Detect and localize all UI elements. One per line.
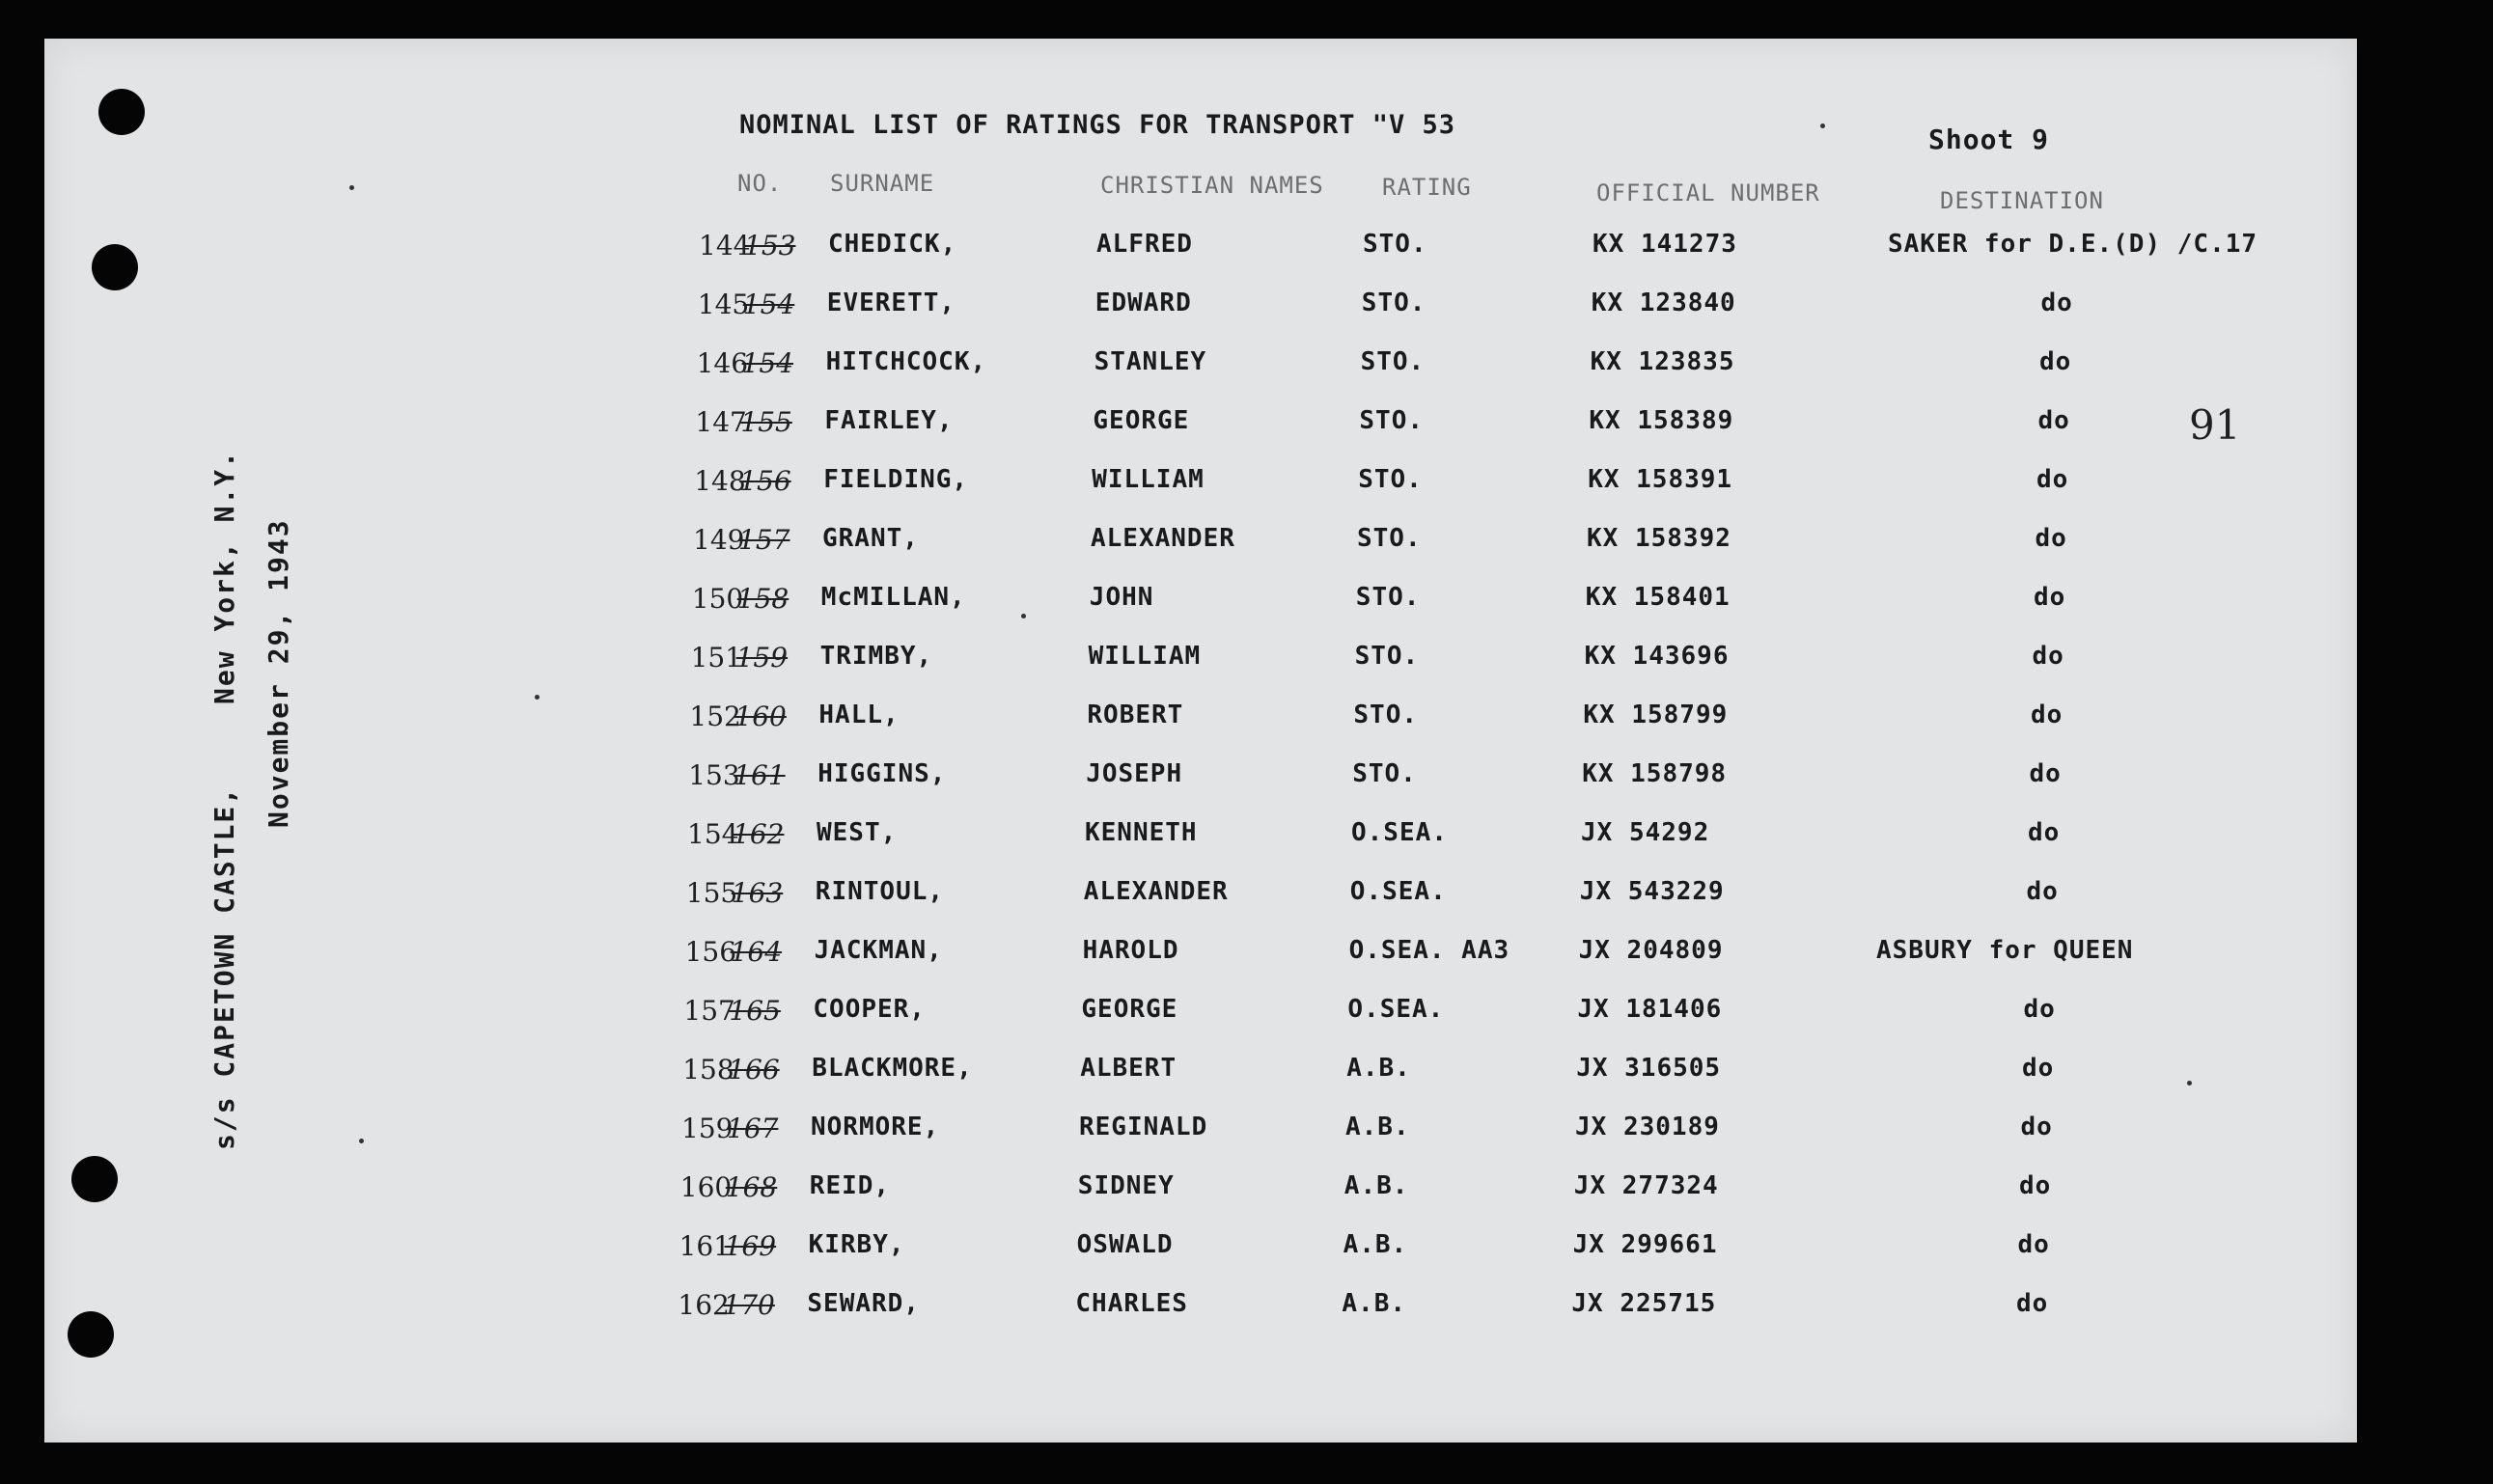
header-official-number: OFFICIAL NUMBER bbox=[1596, 179, 1820, 206]
handwritten-number: 144 bbox=[699, 230, 751, 261]
handwritten-number: 160 bbox=[679, 1171, 733, 1203]
surname-cell: SEWARD, bbox=[807, 1289, 920, 1318]
destination-cell: do bbox=[2028, 818, 2061, 847]
header-destination: DESTINATION bbox=[1940, 187, 2104, 214]
destination-cell: do bbox=[2037, 406, 2070, 435]
destination-cell: do bbox=[2035, 524, 2067, 553]
destination-cell: do bbox=[2019, 1171, 2052, 1200]
destination-cell: do bbox=[2039, 347, 2072, 376]
surname-cell: HITCHCOCK, bbox=[825, 347, 987, 376]
row-number: 168 bbox=[725, 1171, 778, 1203]
rating-cell: STO. bbox=[1360, 347, 1426, 376]
rating-cell: A.B. bbox=[1343, 1230, 1408, 1259]
row-number: 164 bbox=[730, 936, 783, 968]
official-number-cell: JX 181406 bbox=[1577, 995, 1723, 1024]
handwritten-number: 152 bbox=[689, 701, 741, 732]
official-number-cell: KX 158391 bbox=[1588, 465, 1733, 494]
rating-cell: STO. bbox=[1354, 642, 1420, 671]
header-no: NO. bbox=[737, 170, 783, 197]
punch-hole bbox=[98, 89, 145, 135]
surname-cell: EVERETT, bbox=[826, 289, 956, 317]
table-row bbox=[44, 1230, 2361, 1269]
table-row bbox=[44, 1054, 2361, 1092]
header-rating: RATING bbox=[1382, 174, 1472, 201]
surname-cell: McMILLAN, bbox=[820, 583, 966, 612]
christian-name-cell: STANLEY bbox=[1094, 347, 1207, 376]
official-number-cell: JX 277324 bbox=[1573, 1171, 1719, 1200]
official-number-cell: KX 158389 bbox=[1589, 406, 1734, 435]
official-number-cell: KX 158392 bbox=[1587, 524, 1731, 553]
row-number: 162 bbox=[733, 818, 785, 850]
handwritten-number: 149 bbox=[693, 524, 745, 556]
handwritten-number: 157 bbox=[683, 995, 735, 1027]
destination-cell: do bbox=[2017, 1230, 2050, 1259]
row-number: 169 bbox=[724, 1230, 777, 1262]
official-number-cell: KX 141273 bbox=[1593, 230, 1737, 259]
row-number: 170 bbox=[723, 1289, 775, 1321]
row-number: 166 bbox=[728, 1054, 780, 1086]
christian-name-cell: OSWALD bbox=[1076, 1230, 1174, 1259]
list-date: November 29, 1943 bbox=[263, 518, 294, 828]
rating-cell: A.B. bbox=[1342, 1289, 1407, 1318]
table-row bbox=[44, 1289, 2361, 1328]
christian-name-cell: WILLIAM bbox=[1088, 642, 1202, 671]
rating-cell: STO. bbox=[1358, 465, 1423, 494]
rating-cell: O.SEA. bbox=[1349, 877, 1447, 906]
christian-name-cell: KENNETH bbox=[1085, 818, 1198, 847]
official-number-cell: JX 204809 bbox=[1578, 936, 1724, 965]
handwritten-number: 155 bbox=[685, 877, 738, 909]
destination-cell: do bbox=[2034, 583, 2066, 612]
surname-cell: FAIRLEY, bbox=[824, 406, 954, 435]
destination-cell: SAKER for D.E.(D) /C.17 bbox=[1888, 230, 2258, 259]
row-number: 155 bbox=[740, 406, 792, 438]
destination-cell: do bbox=[2023, 995, 2056, 1024]
christian-name-cell: HAROLD bbox=[1082, 936, 1179, 965]
document-title: NOMINAL LIST OF RATINGS FOR TRANSPORT "V 53 bbox=[739, 110, 1455, 140]
handwritten-number: 147 bbox=[695, 406, 747, 438]
christian-name-cell: ALEXANDER bbox=[1091, 524, 1235, 553]
rating-cell: A.B. bbox=[1345, 1113, 1410, 1141]
speck bbox=[349, 185, 354, 190]
destination-cell: do bbox=[2040, 289, 2073, 317]
table-row bbox=[44, 759, 2361, 798]
surname-cell: WEST, bbox=[817, 818, 898, 847]
christian-name-cell: REGINALD bbox=[1079, 1113, 1208, 1141]
rating-cell: STO. bbox=[1359, 406, 1425, 435]
surname-cell: GRANT, bbox=[822, 524, 919, 553]
official-number-cell: JX 299661 bbox=[1572, 1230, 1718, 1259]
port-name: New York, N.Y. bbox=[208, 449, 240, 704]
surname-cell: JACKMAN, bbox=[814, 936, 943, 965]
table-row bbox=[44, 347, 2361, 386]
rating-cell: STO. bbox=[1357, 524, 1422, 553]
table-row bbox=[44, 406, 2361, 445]
christian-name-cell: JOSEPH bbox=[1086, 759, 1183, 788]
row-number: 157 bbox=[738, 524, 790, 556]
handwritten-number: 162 bbox=[678, 1289, 730, 1321]
christian-name-cell: WILLIAM bbox=[1092, 465, 1205, 494]
handwritten-number: 154 bbox=[687, 818, 739, 850]
official-number-cell: KX 143696 bbox=[1584, 642, 1730, 671]
row-number: 161 bbox=[734, 759, 786, 791]
rating-cell: O.SEA. bbox=[1351, 818, 1448, 847]
row-number: 163 bbox=[731, 877, 784, 909]
rating-cell: A.B. bbox=[1343, 1171, 1409, 1200]
table-row bbox=[44, 936, 2361, 975]
handwritten-number: 150 bbox=[691, 583, 744, 615]
row-number: 154 bbox=[742, 289, 795, 320]
rating-cell: O.SEA. bbox=[1347, 995, 1445, 1024]
handwritten-number: 158 bbox=[682, 1054, 734, 1086]
surname-cell: TRIMBY, bbox=[819, 642, 933, 671]
row-number: 158 bbox=[736, 583, 789, 615]
shoot-label: Shoot 9 bbox=[1928, 124, 2050, 155]
surname-cell: NORMORE, bbox=[811, 1113, 940, 1141]
rating-cell: STO. bbox=[1353, 701, 1419, 729]
handwritten-number: 148 bbox=[694, 465, 746, 497]
row-number: 165 bbox=[729, 995, 781, 1027]
handwritten-number: 156 bbox=[684, 936, 737, 968]
christian-name-cell: ALFRED bbox=[1096, 230, 1193, 259]
official-number-cell: JX 316505 bbox=[1576, 1054, 1722, 1083]
official-number-cell: KX 158798 bbox=[1582, 759, 1728, 788]
rating-cell: STO. bbox=[1355, 583, 1421, 612]
ship-name: s/s CAPETOWN CASTLE, bbox=[208, 785, 240, 1150]
destination-cell: do bbox=[2031, 701, 2064, 729]
table-row bbox=[44, 818, 2361, 857]
official-number-cell: JX 230189 bbox=[1575, 1113, 1720, 1141]
rating-cell: STO. bbox=[1352, 759, 1417, 788]
rating-cell: STO. bbox=[1363, 230, 1427, 259]
surname-cell: CHEDICK, bbox=[828, 230, 957, 259]
table-row bbox=[44, 642, 2361, 680]
handwritten-number: 146 bbox=[696, 347, 749, 379]
row-number: 156 bbox=[739, 465, 791, 497]
christian-name-cell: ROBERT bbox=[1087, 701, 1184, 729]
rating-cell: O.SEA. AA3 bbox=[1348, 936, 1510, 965]
destination-cell: do bbox=[2026, 877, 2059, 906]
table-row bbox=[44, 1171, 2361, 1210]
christian-name-cell: GEORGE bbox=[1081, 995, 1178, 1024]
row-number: 159 bbox=[735, 642, 789, 673]
official-number-cell: KX 158401 bbox=[1585, 583, 1731, 612]
destination-cell: do bbox=[2022, 1054, 2055, 1083]
destination-cell: do bbox=[2032, 642, 2064, 671]
official-number-cell: JX 54292 bbox=[1581, 818, 1710, 847]
row-number: 160 bbox=[734, 701, 787, 732]
christian-name-cell: ALEXANDER bbox=[1083, 877, 1229, 906]
handwritten-number: 145 bbox=[697, 289, 750, 320]
table-row bbox=[44, 230, 2361, 268]
surname-cell: HIGGINS, bbox=[817, 759, 947, 788]
official-number-cell: KX 158799 bbox=[1583, 701, 1729, 729]
handwritten-number: 153 bbox=[688, 759, 740, 791]
christian-name-cell: ALBERT bbox=[1080, 1054, 1177, 1083]
page-number: 91 bbox=[2189, 401, 2241, 449]
row-number: 167 bbox=[727, 1113, 779, 1144]
row-number: 154 bbox=[741, 347, 794, 379]
destination-cell: ASBURY for QUEEN bbox=[1876, 936, 2134, 965]
table-row bbox=[44, 583, 2361, 621]
rating-cell: STO. bbox=[1361, 289, 1427, 317]
table-row bbox=[44, 524, 2361, 563]
surname-cell: FIELDING, bbox=[823, 465, 969, 494]
surname-cell: COOPER, bbox=[813, 995, 926, 1024]
speck bbox=[1820, 124, 1825, 128]
handwritten-number: 161 bbox=[679, 1230, 732, 1262]
official-number-cell: KX 123840 bbox=[1591, 289, 1736, 317]
christian-name-cell: JOHN bbox=[1089, 583, 1154, 612]
rating-cell: A.B. bbox=[1346, 1054, 1411, 1083]
handwritten-number: 159 bbox=[681, 1113, 734, 1144]
table-row bbox=[44, 995, 2361, 1033]
table-row bbox=[44, 877, 2361, 916]
christian-name-cell: SIDNEY bbox=[1077, 1171, 1175, 1200]
surname-cell: HALL, bbox=[818, 701, 900, 729]
document-sheet bbox=[44, 39, 2357, 1443]
speck bbox=[535, 695, 540, 700]
handwritten-number: 151 bbox=[690, 642, 743, 673]
destination-cell: do bbox=[2036, 465, 2069, 494]
christian-name-cell: EDWARD bbox=[1094, 289, 1192, 317]
table-row bbox=[44, 289, 2361, 327]
header-surname: SURNAME bbox=[830, 170, 935, 197]
official-number-cell: KX 123835 bbox=[1590, 347, 1735, 376]
surname-cell: BLACKMORE, bbox=[812, 1054, 973, 1083]
destination-cell: do bbox=[2020, 1113, 2053, 1141]
header-christian-names: CHRISTIAN NAMES bbox=[1100, 172, 1324, 199]
destination-cell: do bbox=[2029, 759, 2062, 788]
table-row bbox=[44, 1113, 2361, 1151]
table-row bbox=[44, 465, 2361, 504]
surname-cell: RINTOUL, bbox=[815, 877, 945, 906]
destination-cell: do bbox=[2016, 1289, 2049, 1318]
row-number: 153 bbox=[744, 230, 796, 261]
surname-cell: REID, bbox=[809, 1171, 891, 1200]
christian-name-cell: GEORGE bbox=[1093, 406, 1190, 435]
official-number-cell: JX 225715 bbox=[1571, 1289, 1717, 1318]
official-number-cell: JX 543229 bbox=[1579, 877, 1725, 906]
table-row bbox=[44, 701, 2361, 739]
surname-cell: KIRBY, bbox=[808, 1230, 905, 1259]
christian-name-cell: CHARLES bbox=[1075, 1289, 1188, 1318]
